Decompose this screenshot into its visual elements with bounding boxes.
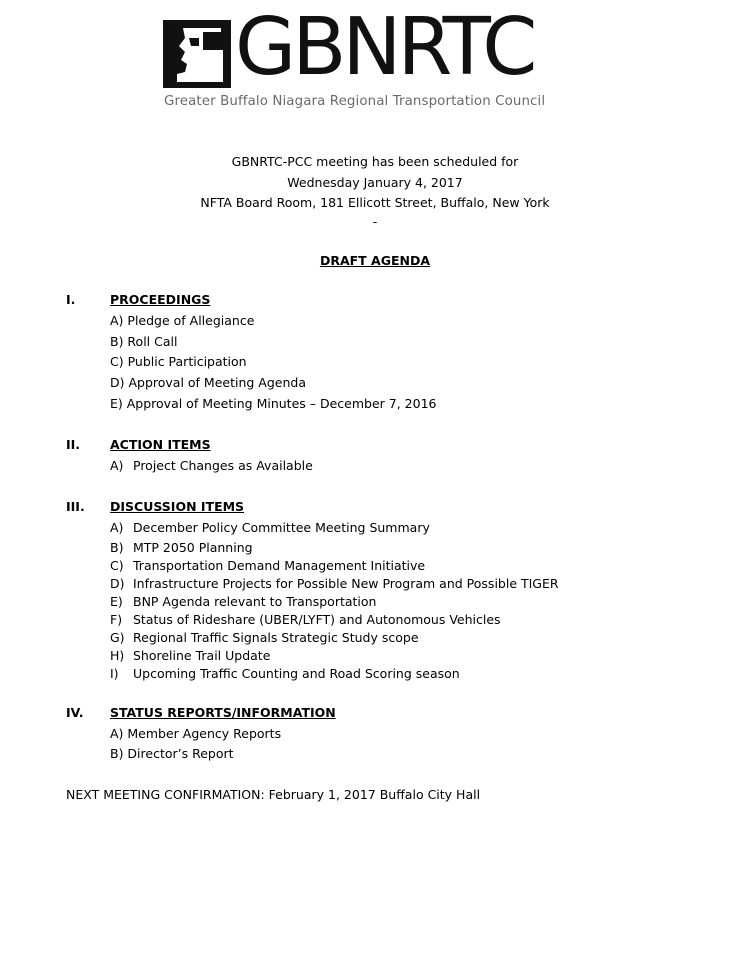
item-text: Infrastructure Projects for Possible New Program and Possible TIGER	[133, 576, 559, 591]
agenda-item: E) Approval of Meeting Minutes – December 7, 2016	[110, 396, 437, 411]
agenda-item	[110, 576, 559, 591]
item-text: Status of Rideshare (UBER/LYFT) and Autonomous Vehicles	[133, 612, 501, 627]
meeting-header	[0, 152, 750, 214]
agenda-item: A) Member Agency Reports	[110, 726, 282, 741]
header-dash: -	[372, 214, 378, 229]
agenda-item	[110, 594, 376, 609]
agenda-item	[110, 666, 460, 681]
header-line-1: GBNRTC-PCC meeting has been scheduled for	[231, 154, 519, 169]
section-title-discussion-items: DISCUSSION ITEMS	[110, 499, 245, 514]
header-line-3: NFTA Board Room, 181 Ellicott Street, Buffalo, New York	[200, 195, 550, 210]
logo-subtitle: Greater Buffalo Niagara Regional Transportation Council	[164, 94, 546, 109]
agenda-item	[110, 612, 501, 627]
item-text: Project Changes as Available	[133, 458, 313, 473]
agenda-title: DRAFT AGENDA	[319, 253, 431, 268]
agenda-item	[110, 458, 313, 473]
item-text: Regional Traffic Signals Strategic Study scope	[133, 630, 419, 645]
section-numeral: III.	[66, 499, 85, 514]
section-title-proceedings: PROCEEDINGS	[110, 292, 211, 307]
agenda-item	[110, 540, 253, 555]
next-meeting-confirmation: NEXT MEETING CONFIRMATION: February 1, 2017 Buffalo City Hall	[66, 787, 481, 802]
item-letter: B)	[110, 540, 124, 555]
item-letter: G)	[110, 630, 125, 645]
agenda-item: D) Approval of Meeting Agenda	[110, 375, 306, 390]
item-letter: E)	[110, 594, 123, 609]
section-numeral: II.	[66, 437, 81, 452]
item-text: Transportation Demand Management Initiative	[133, 558, 426, 573]
agenda-item: B) Roll Call	[110, 334, 178, 349]
logo-wordmark: GBNRTC	[235, 1, 534, 93]
erie-county-silhouette-icon	[163, 20, 231, 88]
item-letter: A)	[110, 520, 124, 535]
item-letter: H)	[110, 648, 125, 663]
section-title-action-items: ACTION ITEMS	[110, 437, 211, 452]
item-letter: I)	[110, 666, 119, 681]
agenda-item: A) Pledge of Allegiance	[110, 313, 255, 328]
agenda-item: B) Director’s Report	[110, 746, 234, 761]
item-text: December Policy Committee Meeting Summary	[133, 520, 430, 535]
item-letter: F)	[110, 612, 123, 627]
agenda-item: C) Public Participation	[110, 354, 247, 369]
item-text: Upcoming Traffic Counting and Road Scoring season	[133, 666, 460, 681]
agenda-item	[110, 520, 430, 535]
agenda-item	[110, 558, 425, 573]
item-text: BNP Agenda relevant to Transportation	[133, 594, 377, 609]
item-letter: A)	[110, 458, 124, 473]
agenda-item	[110, 630, 419, 645]
item-text: MTP 2050 Planning	[133, 540, 253, 555]
gbnrtc-logo	[163, 1, 593, 114]
item-letter: C)	[110, 558, 124, 573]
item-letter: D)	[110, 576, 125, 591]
section-title-status-reports: STATUS REPORTS/INFORMATION	[110, 705, 336, 720]
item-text: Shoreline Trail Update	[133, 648, 271, 663]
section-numeral: IV.	[66, 705, 84, 720]
header-line-2: Wednesday January 4, 2017	[287, 174, 463, 190]
section-numeral: I.	[66, 292, 76, 307]
agenda-item	[110, 648, 270, 663]
